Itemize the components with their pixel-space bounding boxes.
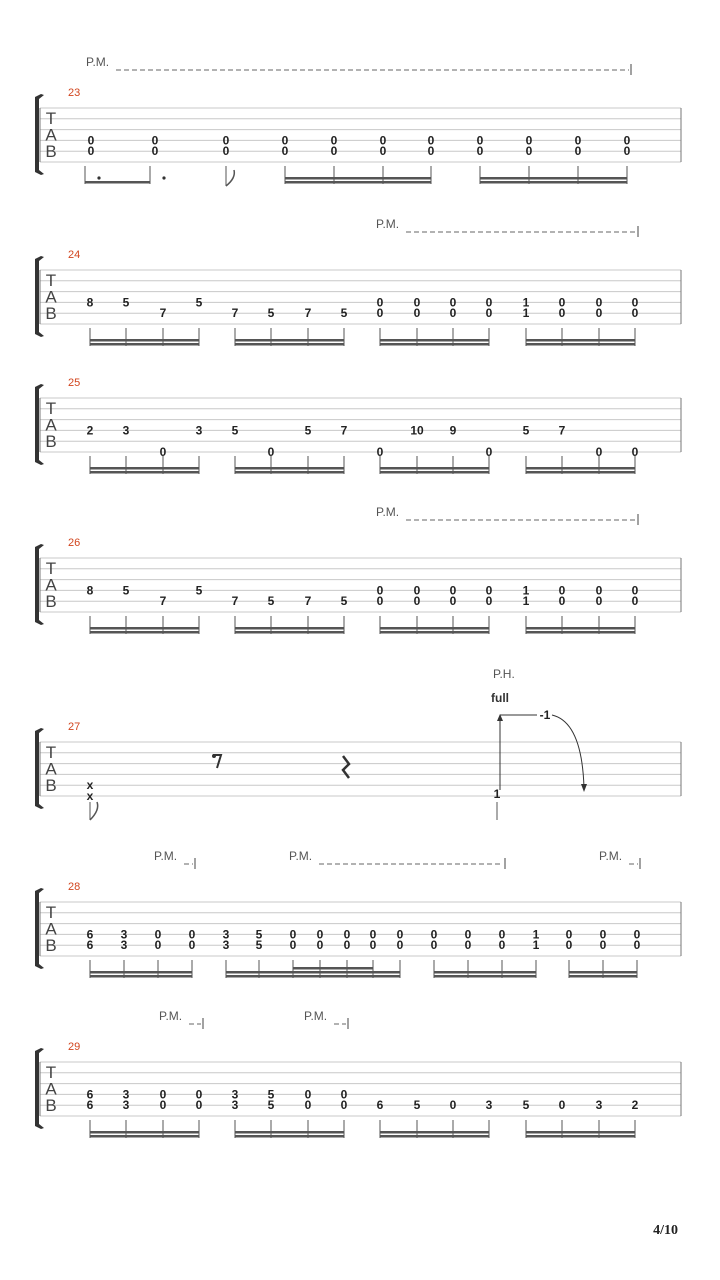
fret-number: 0: [498, 938, 506, 953]
beam: [526, 627, 635, 630]
fret-number: 0: [281, 133, 289, 148]
fret-number: 8: [86, 583, 94, 598]
tab-clef-T: T: [45, 903, 57, 922]
beam: [380, 471, 489, 474]
beam: [380, 1135, 489, 1138]
fret-number: 0: [304, 1087, 312, 1102]
fret-number: 0: [413, 594, 421, 609]
beam: [434, 975, 536, 978]
fret-number: 0: [151, 133, 159, 148]
palm-mute-label: P.M.: [154, 849, 178, 863]
fret-number: 0: [449, 594, 457, 609]
fret-number: 5: [195, 583, 203, 598]
fret-number: 6: [376, 1098, 384, 1113]
fret-number: 3: [122, 1087, 130, 1102]
fret-number: 0: [574, 144, 582, 159]
beam: [90, 631, 199, 634]
beam: [526, 1131, 635, 1134]
fret-number: 5: [267, 306, 275, 321]
fret-number: 0: [595, 306, 603, 321]
beam: [285, 181, 431, 184]
fret-number: 0: [449, 306, 457, 321]
fret-number: 5: [255, 927, 263, 942]
fret-number: 0: [154, 927, 162, 942]
fret-number: 0: [316, 938, 324, 953]
fret-number: 0: [595, 445, 603, 459]
beam: [380, 467, 489, 470]
fret-number: 0: [151, 144, 159, 159]
bar-number: 29: [68, 1041, 81, 1053]
fret-number: 5: [267, 1098, 275, 1113]
tab-clef-A: A: [45, 125, 57, 145]
beam: [380, 339, 489, 342]
fret-number: 0: [485, 583, 493, 598]
fret-number: 3: [595, 1098, 603, 1113]
fret-number: 0: [631, 594, 639, 609]
tab-clef-T: T: [45, 399, 57, 418]
fret-number: 0: [281, 144, 289, 159]
fret-number: 0: [369, 927, 377, 942]
tab-clef-B: B: [45, 776, 57, 795]
palm-mute-label: P.M.: [159, 1009, 183, 1023]
fret-number: 0: [595, 295, 603, 310]
fret-number: 0: [159, 1087, 167, 1102]
fret-number: 0: [379, 133, 387, 148]
fret-number: 6: [86, 1087, 94, 1102]
fret-number: 1: [522, 306, 530, 321]
fret-number: 3: [231, 1098, 239, 1113]
beam: [235, 471, 344, 474]
fret-number: 0: [525, 133, 533, 148]
fret-number: 0: [498, 927, 506, 942]
palm-mute-label: P.M.: [599, 849, 623, 863]
fret-number: 0: [87, 133, 95, 148]
fret-number: 0: [289, 938, 297, 953]
fret-number: 0: [449, 295, 457, 310]
fret-number: 5: [340, 306, 348, 321]
beam: [235, 1135, 344, 1138]
fret-number: 5: [267, 1087, 275, 1102]
fret-number: 0: [558, 1098, 566, 1113]
fret-number: 0: [485, 295, 493, 310]
fret-number: 3: [120, 938, 128, 953]
fret-number: 0: [188, 938, 196, 953]
fret-number: 0: [558, 306, 566, 321]
staff-27: [35, 667, 681, 820]
fret-number: 0: [631, 306, 639, 321]
fret-number: 0: [413, 306, 421, 321]
fret-number: 0: [159, 1098, 167, 1113]
fret-number: 0: [222, 144, 230, 159]
fret-number: 0: [430, 938, 438, 953]
fret-number: 0: [558, 594, 566, 609]
tab-clef-T: T: [45, 271, 57, 290]
fret-number: 9: [449, 423, 457, 438]
fret-number: 6: [86, 1098, 94, 1113]
palm-mute-label: P.M.: [86, 55, 110, 69]
fret-number: 0: [476, 144, 484, 159]
beam: [90, 467, 199, 470]
fret-number: 0: [427, 144, 435, 159]
fret-number: 5: [522, 1098, 530, 1113]
fret-number: 3: [122, 423, 130, 438]
fret-number: 0: [376, 306, 384, 321]
fret-number: 3: [222, 938, 230, 953]
beam: [285, 177, 431, 180]
tab-clef-A: A: [45, 415, 57, 435]
fret-number: 0: [340, 1087, 348, 1102]
fret-number: 0: [565, 927, 573, 942]
beam: [90, 971, 192, 974]
fret-number: 6: [86, 927, 94, 942]
fret-number: 1: [532, 927, 540, 942]
fret-number: 7: [159, 594, 167, 609]
beam: [526, 343, 635, 346]
dead-note: x: [86, 789, 94, 803]
staff-25: [35, 377, 681, 474]
palm-mute-label: P.M.: [376, 217, 400, 231]
beam: [434, 971, 536, 974]
fret-number: 1: [532, 938, 540, 953]
fret-number: 0: [330, 144, 338, 159]
fret-number: 0: [631, 583, 639, 598]
beam: [90, 471, 199, 474]
fret-number: 0: [413, 583, 421, 598]
fret-number: 5: [195, 295, 203, 310]
fret-number: 5: [522, 423, 530, 438]
beam: [380, 627, 489, 630]
fret-number: 2: [86, 423, 94, 438]
beam: [235, 627, 344, 630]
fret-number: 0: [413, 295, 421, 310]
fret-number: 7: [231, 594, 239, 609]
fret-number: 0: [464, 927, 472, 942]
tab-clef-T: T: [45, 109, 57, 128]
tab-clef-B: B: [45, 1096, 57, 1115]
fret-number: 0: [376, 295, 384, 310]
staff-26: [35, 505, 681, 634]
fret-number: 3: [122, 1098, 130, 1113]
tab-clef-T: T: [45, 1063, 57, 1082]
fret-number: 1: [522, 594, 530, 609]
rhythm-dot: [97, 176, 100, 179]
fret-number: 0: [154, 938, 162, 953]
note-flag: [226, 170, 234, 186]
tab-clef-B: B: [45, 592, 57, 611]
fret-number: 0: [558, 295, 566, 310]
page-number: 4/10: [653, 1223, 678, 1238]
fret-number: 0: [396, 938, 404, 953]
fret-number: 0: [599, 938, 607, 953]
beam: [90, 627, 199, 630]
fret-number: 5: [231, 423, 239, 438]
fret-number: 0: [289, 927, 297, 942]
tab-clef-A: A: [45, 287, 57, 307]
fret-number: 1: [522, 583, 530, 598]
fret-number: 5: [122, 295, 130, 310]
fret-number: 0: [595, 594, 603, 609]
staff-23: [35, 55, 681, 186]
staff-28: [35, 849, 681, 978]
bar-number: 27: [68, 721, 81, 733]
fret-number: 7: [304, 306, 312, 321]
fret-number: 1: [522, 295, 530, 310]
beam: [526, 1135, 635, 1138]
beam: [380, 343, 489, 346]
fret-number: 0: [427, 133, 435, 148]
fret-number: 0: [631, 295, 639, 310]
beam: [526, 467, 635, 470]
fret-number: 0: [565, 938, 573, 953]
fret-number: 0: [267, 445, 275, 459]
release-arrowhead: [581, 784, 587, 792]
tab-clef-A: A: [45, 575, 57, 595]
bar-number: 28: [68, 881, 81, 893]
fret-number: 0: [330, 133, 338, 148]
beam: [226, 975, 400, 978]
fret-number: 3: [222, 927, 230, 942]
fret-number: 0: [633, 938, 641, 953]
fret-number: 0: [379, 144, 387, 159]
bend-fret: 1: [493, 787, 501, 801]
palm-mute-label: P.M.: [304, 1009, 328, 1023]
tab-clef-A: A: [45, 1079, 57, 1099]
fret-number: 0: [558, 583, 566, 598]
tab-clef-A: A: [45, 759, 57, 779]
tab-clef-T: T: [45, 743, 57, 762]
rhythm-dot: [162, 176, 165, 179]
fret-number: 0: [343, 927, 351, 942]
fret-number: 0: [376, 583, 384, 598]
fret-number: 0: [222, 133, 230, 148]
beam: [90, 1135, 199, 1138]
fret-number: 0: [633, 927, 641, 942]
beam: [235, 631, 344, 634]
beam: [526, 631, 635, 634]
fret-number: 0: [369, 938, 377, 953]
fret-number: 0: [525, 144, 533, 159]
fret-number: 0: [449, 583, 457, 598]
fret-number: 0: [574, 133, 582, 148]
beam: [380, 631, 489, 634]
beam: [380, 1131, 489, 1134]
fret-number: 0: [464, 938, 472, 953]
beam: [235, 339, 344, 342]
beam: [569, 975, 637, 978]
bar-number: 26: [68, 537, 81, 549]
bend-amount: full: [491, 691, 509, 705]
beam: [480, 177, 627, 180]
beam: [90, 975, 192, 978]
fret-number: 0: [343, 938, 351, 953]
fret-number: 2: [631, 1098, 639, 1113]
fret-number: 0: [485, 445, 493, 459]
bar-number: 24: [68, 249, 81, 261]
beam: [526, 471, 635, 474]
pinch-harmonic-label: P.H.: [493, 667, 515, 681]
beam: [226, 971, 400, 974]
bar-number: 25: [68, 377, 81, 389]
fret-number: 0: [376, 445, 384, 459]
fret-number: 5: [340, 594, 348, 609]
fret-number: 0: [188, 927, 196, 942]
tab-clef-A: A: [45, 919, 57, 939]
fret-number: 7: [231, 306, 239, 321]
fret-number: 0: [449, 1098, 457, 1113]
note-flag: [90, 802, 98, 820]
fret-number: 5: [304, 423, 312, 438]
bar-number: 23: [68, 87, 81, 99]
beam: [85, 181, 150, 184]
palm-mute-label: P.M.: [376, 505, 400, 519]
palm-mute-label: P.M.: [289, 849, 313, 863]
fret-number: 5: [255, 938, 263, 953]
fret-number: 6: [86, 938, 94, 953]
fret-number: 0: [376, 594, 384, 609]
beam: [90, 343, 199, 346]
beam: [480, 181, 627, 184]
fret-number: 0: [195, 1098, 203, 1113]
fret-number: 7: [159, 306, 167, 321]
release-fret: -1: [539, 708, 551, 722]
fret-number: 0: [476, 133, 484, 148]
fret-number: 0: [595, 583, 603, 598]
beam: [569, 971, 637, 974]
dead-note: x: [86, 778, 94, 793]
fret-number: 10: [410, 423, 424, 438]
fret-number: 0: [623, 133, 631, 148]
fret-number: 0: [430, 927, 438, 942]
fret-number: 0: [599, 927, 607, 942]
staff-29: [35, 1009, 681, 1138]
beam: [235, 343, 344, 346]
beam: [293, 967, 373, 970]
fret-number: 0: [316, 927, 324, 942]
fret-number: 0: [340, 1098, 348, 1113]
fret-number: 0: [87, 144, 95, 159]
fret-number: 0: [159, 445, 167, 459]
beam: [235, 1131, 344, 1134]
release-curve: [552, 715, 584, 788]
fret-number: 5: [413, 1098, 421, 1113]
beam: [90, 339, 199, 342]
tab-clef-B: B: [45, 432, 57, 451]
tab-clef-B: B: [45, 936, 57, 955]
fret-number: 5: [122, 583, 130, 598]
fret-number: 0: [485, 594, 493, 609]
beam: [235, 467, 344, 470]
fret-number: 0: [485, 306, 493, 321]
fret-number: 0: [623, 144, 631, 159]
fret-number: 8: [86, 295, 94, 310]
fret-number: 7: [340, 423, 348, 438]
eighth-rest-dot: [212, 754, 216, 758]
fret-number: 3: [231, 1087, 239, 1102]
fret-number: 0: [304, 1098, 312, 1113]
fret-number: 3: [120, 927, 128, 942]
tab-clef-B: B: [45, 304, 57, 323]
staff-24: [35, 217, 681, 346]
fret-number: 7: [558, 423, 566, 438]
fret-number: 0: [631, 445, 639, 459]
beam: [90, 1131, 199, 1134]
tab-clef-T: T: [45, 559, 57, 578]
fret-number: 0: [396, 927, 404, 942]
fret-number: 7: [304, 594, 312, 609]
beam: [526, 339, 635, 342]
tab-clef-B: B: [45, 142, 57, 161]
fret-number: 3: [485, 1098, 493, 1113]
fret-number: 5: [267, 594, 275, 609]
fret-number: 0: [195, 1087, 203, 1102]
fret-number: 3: [195, 423, 203, 438]
